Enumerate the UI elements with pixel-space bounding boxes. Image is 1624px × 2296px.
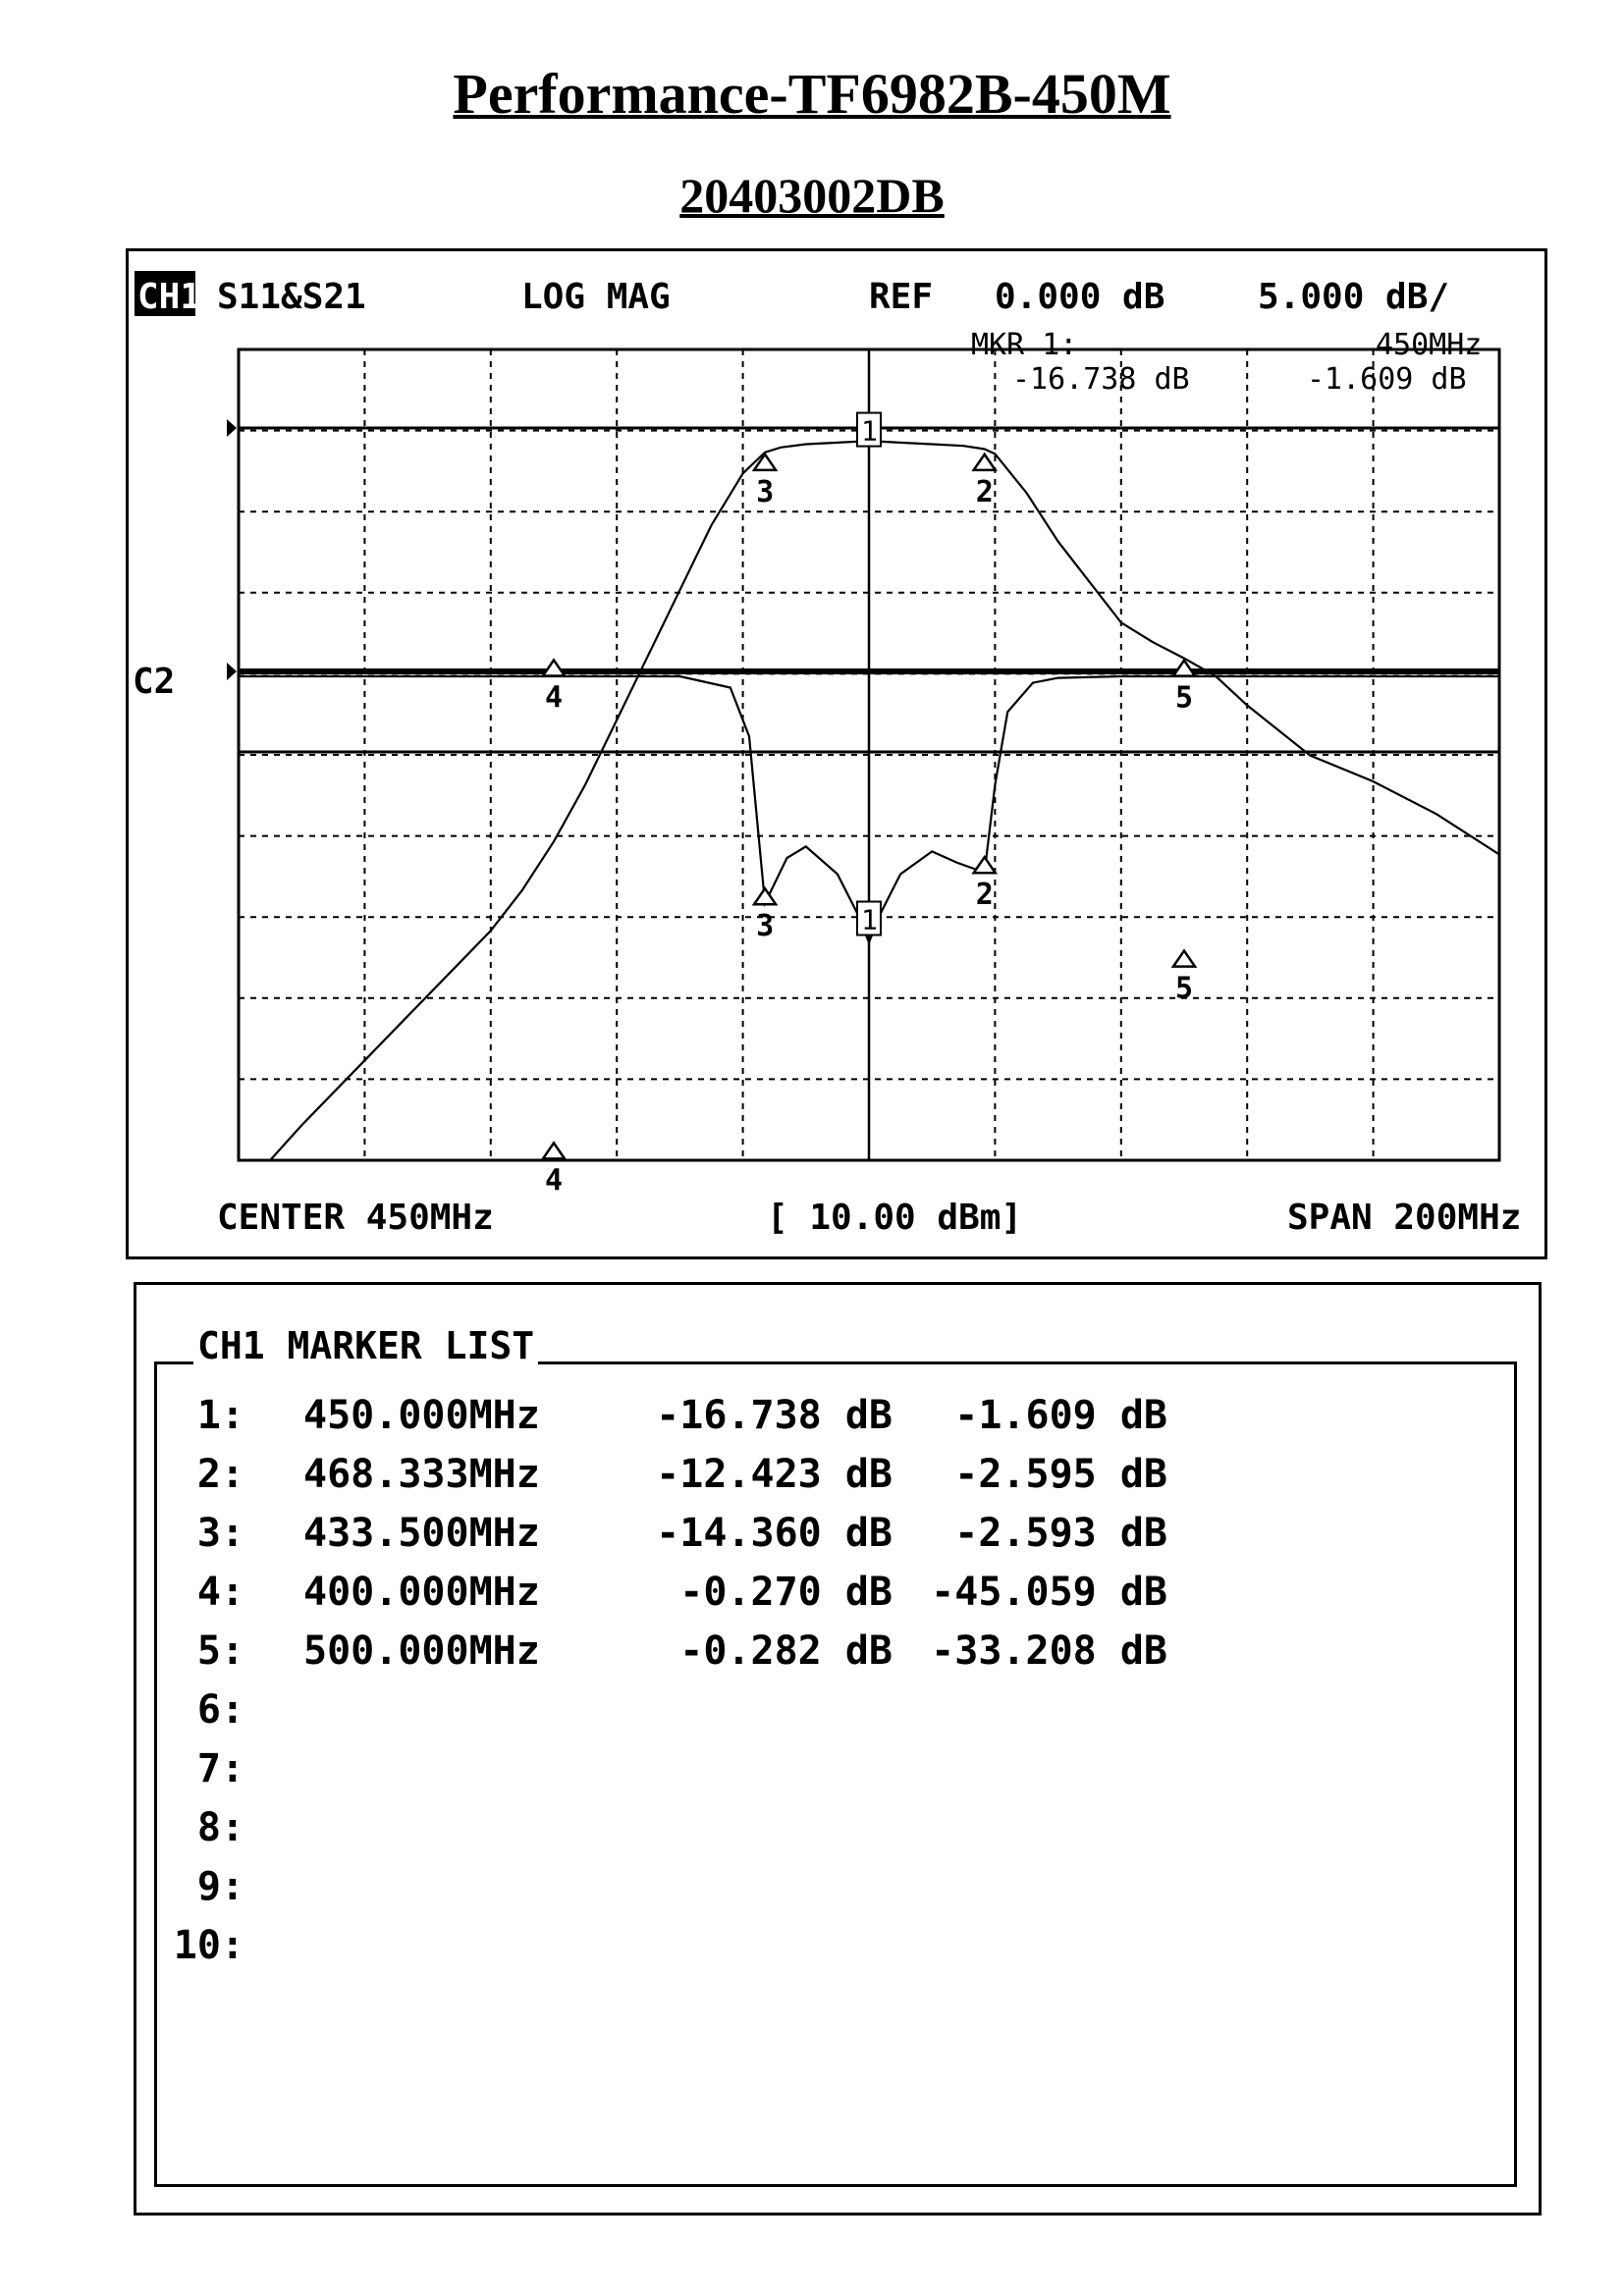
channel-badge: CH1 <box>137 277 202 317</box>
marker-freq: 500.000MHz <box>303 1629 540 1674</box>
marker-label: 1 <box>861 903 878 936</box>
marker-s21: -2.595 dB <box>954 1452 1167 1497</box>
ref-label: REF <box>869 277 934 317</box>
marker-idx: 4: <box>196 1570 244 1615</box>
marker-idx: 3: <box>196 1511 244 1556</box>
marker-idx: 1: <box>196 1393 244 1438</box>
analyzer-plot <box>129 251 1544 1256</box>
marker-label: 5 <box>1175 680 1194 716</box>
marker-label: 4 <box>545 680 564 716</box>
marker-freq: 450.000MHz <box>303 1393 540 1438</box>
span-label: SPAN 200MHz <box>1287 1198 1522 1238</box>
params-label: S11&S21 <box>217 277 366 317</box>
s21-ref-arrow <box>227 419 237 437</box>
mkr-val2: -1.609 dB <box>1307 362 1467 397</box>
marker-list-panel <box>134 1282 1542 2216</box>
mkr-val1: -16.738 dB <box>1012 362 1190 397</box>
document-subtitle: 20403002DB <box>679 168 945 223</box>
marker-label: 1 <box>861 414 878 448</box>
marker-s21: -1.609 dB <box>954 1393 1167 1438</box>
marker-s11: -0.270 dB <box>679 1570 893 1615</box>
marker-s11: -12.423 dB <box>656 1452 893 1497</box>
analyzer-panel <box>126 248 1547 1259</box>
marker-idx: 2: <box>196 1452 244 1497</box>
marker-s11: -0.282 dB <box>679 1629 893 1674</box>
power-label: [ 10.00 dBm] <box>767 1198 1023 1238</box>
marker-idx: 5: <box>196 1629 244 1674</box>
c2-label: C2 <box>133 662 176 702</box>
mkr-label: MKR 1: <box>971 328 1078 362</box>
ref-value: 0.000 dB <box>995 277 1165 317</box>
s11-ref-arrow <box>227 663 237 680</box>
scale-label: 5.000 dB/ <box>1258 277 1450 317</box>
format-label: LOG MAG <box>521 277 671 317</box>
marker-idx: 9: <box>196 1864 244 1909</box>
marker-idx: 8: <box>196 1805 244 1850</box>
marker-s11: -14.360 dB <box>656 1511 893 1556</box>
marker-idx: 10: <box>173 1923 244 1968</box>
document-title: Performance-TF6982B-450M <box>453 62 1171 126</box>
marker-label: 5 <box>1175 971 1194 1006</box>
marker-s21: -45.059 dB <box>931 1570 1167 1615</box>
marker-triangle <box>543 1143 565 1158</box>
mkr-freq: 450MHz <box>1376 328 1483 362</box>
marker-freq: 400.000MHz <box>303 1570 540 1615</box>
marker-freq: 468.333MHz <box>303 1452 540 1497</box>
marker-s11: -16.738 dB <box>656 1393 893 1438</box>
marker-s21: -2.593 dB <box>954 1511 1167 1556</box>
marker-label: 2 <box>975 474 994 509</box>
marker-list-title: CH1 MARKER LIST <box>193 1324 538 1367</box>
marker-triangle <box>543 660 565 675</box>
marker-label: 4 <box>545 1163 564 1199</box>
marker-label: 3 <box>756 909 775 944</box>
marker-label: 2 <box>975 878 994 913</box>
marker-list-rule <box>154 1362 193 1364</box>
marker-triangle <box>974 454 996 470</box>
center-label: CENTER 450MHz <box>217 1198 494 1238</box>
marker-idx: 6: <box>196 1687 244 1733</box>
marker-idx: 7: <box>196 1746 244 1791</box>
marker-freq: 433.500MHz <box>303 1511 540 1556</box>
marker-triangle <box>754 888 776 904</box>
marker-s21: -33.208 dB <box>931 1629 1167 1674</box>
marker-triangle <box>1173 951 1195 967</box>
marker-triangle <box>754 454 776 470</box>
marker-label: 3 <box>756 474 775 509</box>
marker-triangle <box>974 857 996 873</box>
